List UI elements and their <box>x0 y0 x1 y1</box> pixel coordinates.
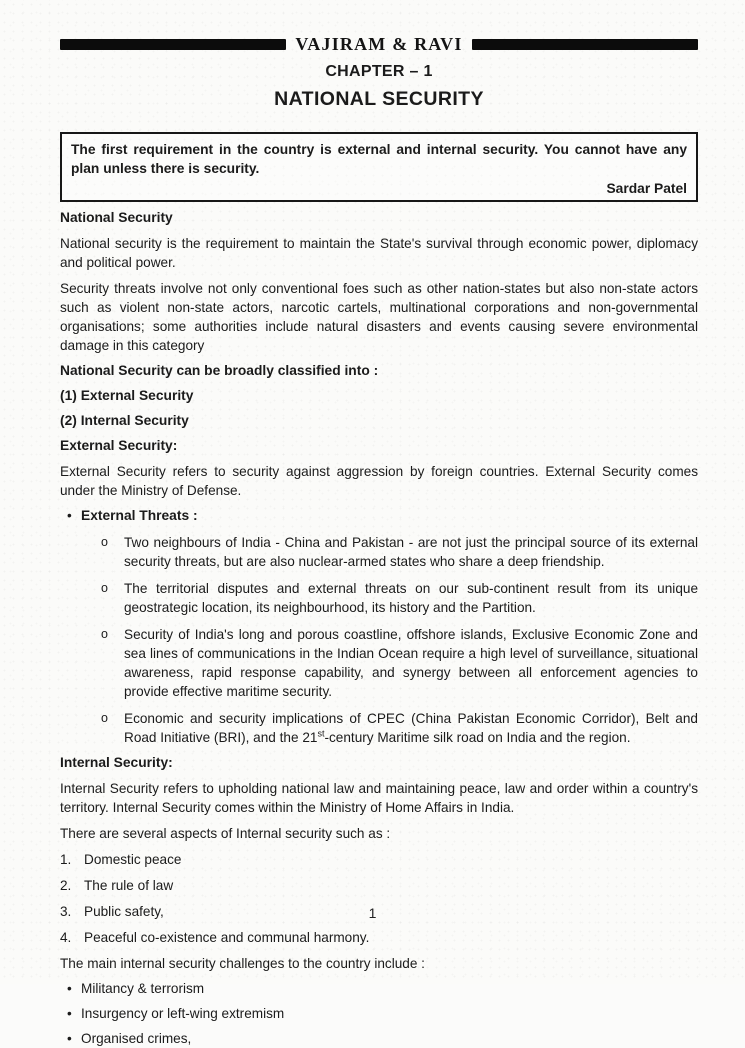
page-number: 1 <box>368 905 377 921</box>
bullet-icon: • <box>67 1006 72 1021</box>
sub-list-item <box>97 533 698 571</box>
list-item <box>60 1029 698 1048</box>
list-number: 1. <box>60 852 72 867</box>
header-bar-left <box>60 39 286 50</box>
list-item-external-threats <box>60 506 698 525</box>
section-heading-national-security: National Security <box>60 210 173 225</box>
brand-title: VAJIRAM & RAVI <box>295 34 463 54</box>
document-body <box>60 208 698 1048</box>
numbered-item-text: Public safety, <box>84 904 164 919</box>
circle-bullet-icon: o <box>101 627 108 641</box>
heading-external-security: External Security: <box>60 438 178 453</box>
list-number: 2. <box>60 878 72 893</box>
list-item-text: Militancy & terrorism <box>81 981 205 996</box>
sub-list-item <box>97 579 698 617</box>
heading-internal-security: Internal Security: <box>60 755 173 770</box>
paragraph: External Security refers to security against aggression by foreign countries. External Security comes under the Ministry of Defense. <box>60 464 698 498</box>
paragraph: National security is the requirement to maintain the State's survival through economic power, diplomacy and political power. <box>60 236 698 270</box>
sub-list-item <box>97 625 698 701</box>
bullet-icon: • <box>67 508 72 523</box>
sub-item-text: The territorial disputes and external threats on our sub-continent result from its unique geostrategic location, its neighbourhood, its history and the Partition. <box>124 581 698 615</box>
heading-classification: National Security can be broadly classified into : <box>60 363 379 378</box>
numbered-item-text: Peaceful co-existence and communal harmony. <box>84 930 370 945</box>
sub-item-text: Two neighbours of India - China and Pakistan - are not just the principal source of its external security threats, but are also nuclear-armed states who share a deep friendship. <box>124 535 698 569</box>
numbered-list-item <box>60 928 698 947</box>
list-item <box>60 1004 698 1023</box>
chapter-heading: CHAPTER – 1 <box>325 63 433 80</box>
numbered-list-item <box>60 850 698 869</box>
numbered-list-item <box>60 876 698 895</box>
header-bar-right <box>472 39 698 50</box>
paragraph: Internal Security refers to upholding national law and maintaining peace, law and order within a country's territory. Internal Security comes within the Ministry of Home Affairs in India. <box>60 781 698 815</box>
list-item-text: Organised crimes, <box>81 1031 192 1046</box>
page-title: NATIONAL SECURITY <box>274 88 484 110</box>
sub-item-text-part: -century Maritime silk road on India and the region. <box>324 730 631 745</box>
numbered-item-text: The rule of law <box>84 878 174 893</box>
quote-author: Sardar Patel <box>606 181 687 196</box>
list-number: 4. <box>60 930 72 945</box>
circle-bullet-icon: o <box>101 535 108 549</box>
paragraph: There are several aspects of Internal security such as : <box>60 826 391 841</box>
sub-item-text: Security of India's long and porous coastline, offshore islands, Exclusive Economic Zone and sea lines of communications in the Indian Ocean require a high level of surveillance, situational awareness, rapid response capability, and synergy between all enforcement agencies to provide effective maritime security. <box>124 627 698 699</box>
list-item-text: Insurgency or left-wing extremism <box>81 1006 285 1021</box>
paragraph: Security threats involve not only conventional foes such as other nation-states but also non-state actors such as violent non-state actors, narcotic cartels, multinational corporations and non-governmental organisations; some authorities include natural disasters and events causing severe environmental damage in this category <box>60 281 698 353</box>
classify-item-internal: (2) Internal Security <box>60 413 189 428</box>
numbered-item-text: Domestic peace <box>84 852 182 867</box>
circle-bullet-icon: o <box>101 581 108 595</box>
heading-external-threats: External Threats : <box>81 508 198 523</box>
superscript-ordinal: st <box>317 728 325 739</box>
list-item <box>60 979 698 998</box>
quote-box <box>60 132 698 202</box>
bullet-icon: • <box>67 981 72 996</box>
classify-item-external: (1) External Security <box>60 388 194 403</box>
paragraph: The main internal security challenges to the country include : <box>60 956 425 971</box>
sub-list-item <box>97 709 698 747</box>
sub-item-text-part: Economic and security implications of CPEC (China Pakistan Economic Corridor), Belt and Road Initiative (BRI), and the 21 <box>124 711 698 745</box>
bullet-icon: • <box>67 1031 72 1046</box>
header-brand-row <box>60 34 698 55</box>
quote-text: The first requirement in the country is external and internal security. You cannot have any plan unless there is security. <box>71 142 687 176</box>
list-number: 3. <box>60 904 72 919</box>
sub-item-text <box>124 709 698 747</box>
circle-bullet-icon: o <box>101 711 108 725</box>
